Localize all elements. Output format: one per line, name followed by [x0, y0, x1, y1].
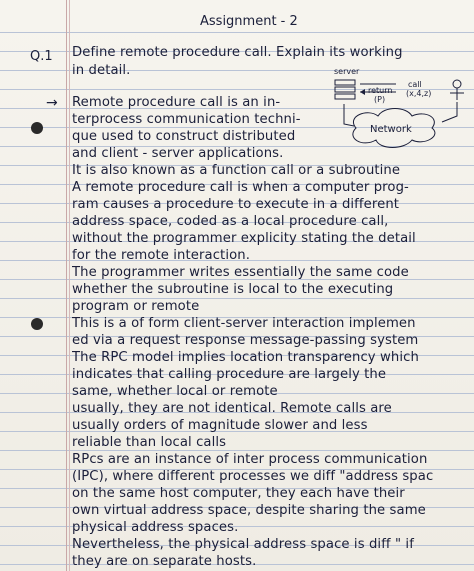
- text-line: ed via a request response message-passing system: [72, 333, 419, 348]
- margin-line-inner: [69, 0, 70, 571]
- question-number: Q.1: [30, 49, 53, 64]
- text-line: usually orders of magnitude slower and less: [72, 418, 368, 433]
- binder-hole: [31, 122, 43, 134]
- text-line: que used to construct distributed: [72, 129, 296, 144]
- server-rack-icon: [335, 80, 355, 85]
- text-line: on the same host computer, they each have their: [72, 486, 405, 501]
- text-line: own virtual address space, despite sharing the same: [72, 503, 426, 518]
- server-rack-icon: [335, 87, 355, 92]
- client-person-icon: [453, 80, 461, 88]
- text-line: Nevertheless, the physical address space is diff " if: [72, 537, 414, 552]
- server-link-line: [344, 104, 354, 126]
- text-line: program or remote: [72, 299, 200, 314]
- arrow-icon: →: [46, 95, 58, 111]
- server-rack-icon: [335, 94, 355, 99]
- text-line: without the programmer explicity stating the detail: [72, 231, 416, 246]
- p-label: (P): [374, 95, 386, 104]
- text-line: Remote procedure call is an in-: [72, 95, 281, 110]
- text-line: same, whether local or remote: [72, 384, 278, 399]
- text-line: ram causes a procedure to execute in a different: [72, 197, 400, 212]
- return-label: return: [368, 86, 393, 95]
- text-line: usually, they are not identical. Remote calls are: [72, 401, 392, 416]
- text-line: indicates that calling procedure are largely the: [72, 367, 387, 382]
- text-line: and client - server applications.: [72, 146, 284, 161]
- client-link-line: [442, 102, 457, 122]
- text-line: they are on separate hosts.: [72, 554, 257, 569]
- text-line: physical address spaces.: [72, 520, 239, 535]
- text-line: This is a of form client-server interaction implemen: [72, 316, 416, 331]
- text-line: reliable than local calls: [72, 435, 227, 450]
- text-line: The programmer writes essentially the same code: [72, 265, 409, 280]
- arrowhead-icon: [360, 89, 365, 95]
- text-line: Define remote procedure call. Explain its working: [72, 45, 403, 60]
- network-label: Network: [370, 124, 412, 135]
- text-line: address space, coded as a local procedure call,: [72, 214, 389, 229]
- text-line: terprocess communication techni-: [72, 112, 301, 127]
- text-line: RPcs are an instance of inter process communication: [72, 452, 428, 467]
- assignment-title: Assignment - 2: [200, 14, 298, 29]
- args-label: (x,4,z): [406, 89, 432, 98]
- text-line: A remote procedure call is when a computer prog-: [72, 180, 409, 195]
- text-line: It is also known as a function call or a subroutine: [72, 163, 401, 178]
- text-line: whether the subroutine is local to the executing: [72, 282, 394, 297]
- text-line: in detail.: [72, 63, 131, 78]
- text-line: for the remote interaction.: [72, 248, 251, 263]
- binder-hole: [31, 318, 43, 330]
- text-line: (IPC), where different processes we diff "address spac: [72, 469, 434, 484]
- call-label: call: [408, 80, 422, 89]
- text-line: The RPC model implies location transparency which: [72, 350, 419, 365]
- margin-line: [66, 0, 67, 571]
- server-label: server: [334, 67, 360, 76]
